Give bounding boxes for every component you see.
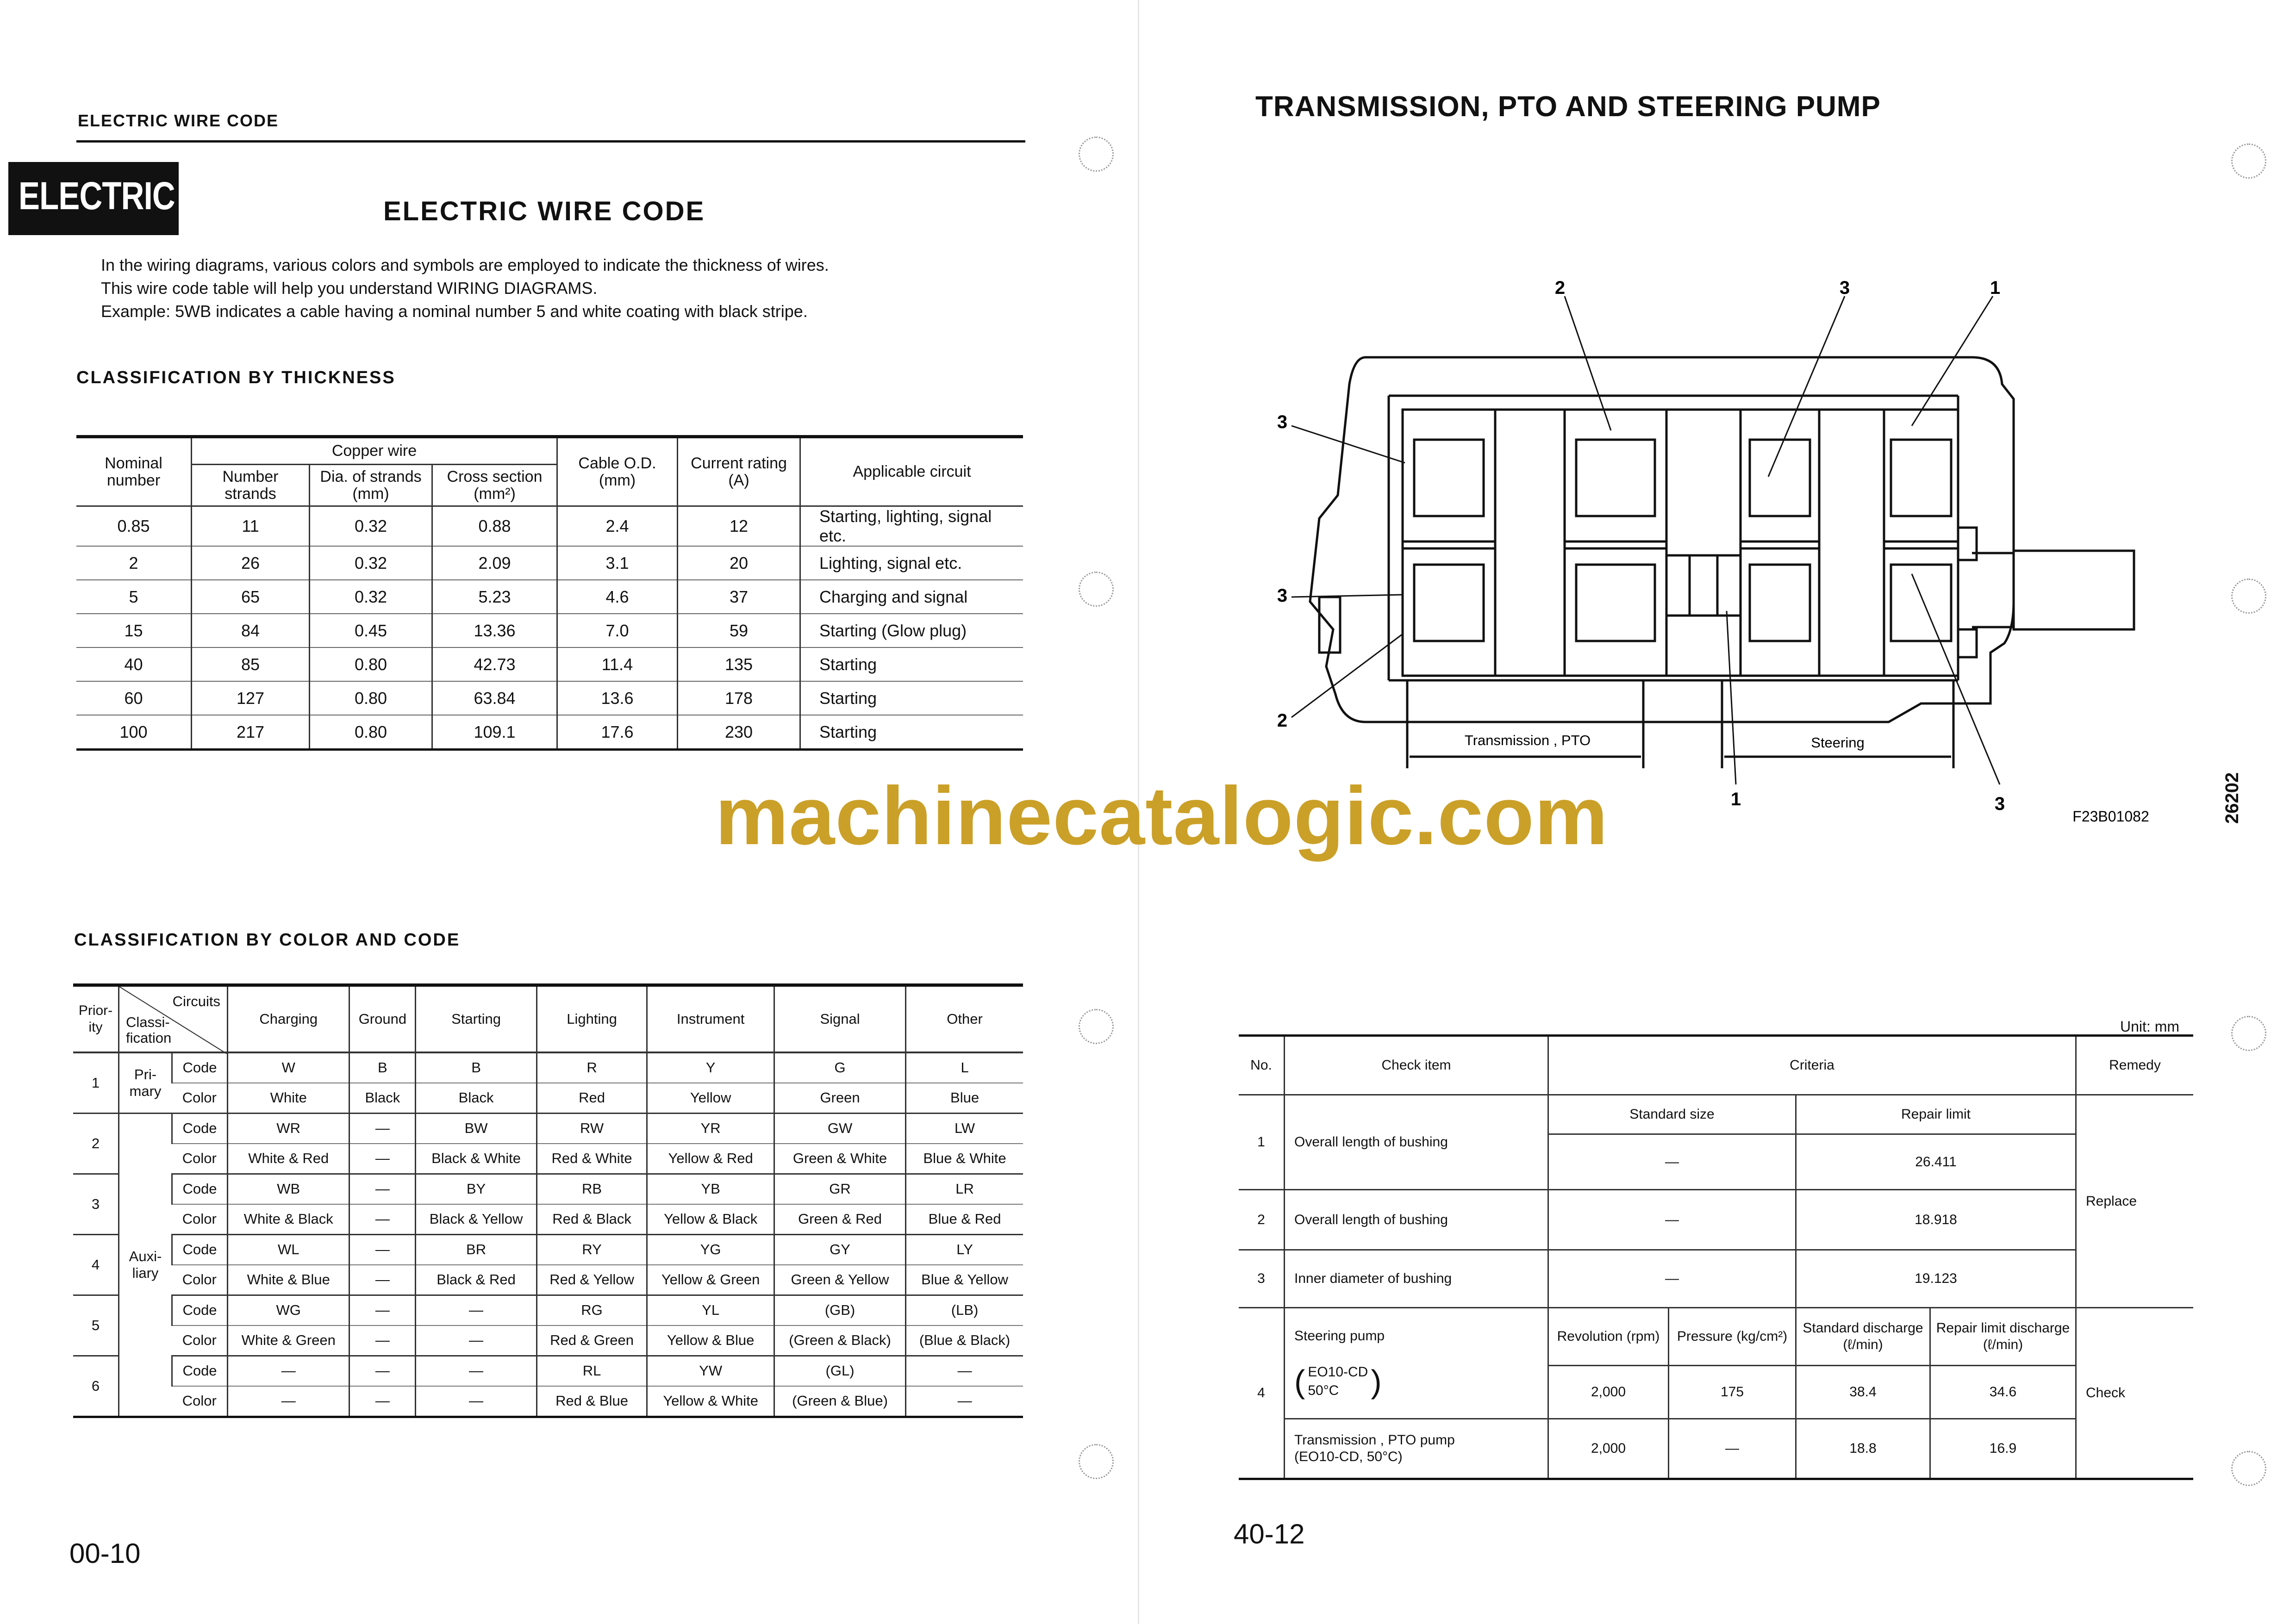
th-dia: Dia. of strands (mm) <box>310 465 432 506</box>
binding-hole <box>1079 1009 1114 1044</box>
color-value-cell: Yellow <box>647 1083 774 1114</box>
code-value-cell: L <box>906 1052 1023 1083</box>
value-cell: 42.73 <box>432 647 557 681</box>
intro-text <box>101 254 829 323</box>
callout-1-top: 1 <box>1990 278 2001 298</box>
code-label-cell: Code <box>172 1052 228 1083</box>
color-value-cell: Yellow & Red <box>647 1144 774 1174</box>
value-cell: 0.80 <box>310 647 432 681</box>
code-value-cell: — <box>228 1356 349 1386</box>
primary-class-cell: Pri- mary <box>119 1052 172 1114</box>
th-current: Current rating (A) <box>678 437 800 506</box>
dim-label-steering: Steering <box>1811 734 1865 751</box>
binding-hole <box>2231 1016 2266 1051</box>
section-tab-label: ELECTRIC <box>19 174 175 218</box>
color-value-cell: White & Green <box>228 1325 349 1356</box>
code-value-cell: YR <box>647 1113 774 1144</box>
color-value-cell: Green & Red <box>774 1204 905 1235</box>
code-value-cell: LR <box>906 1174 1023 1204</box>
color-table-row <box>73 1234 1023 1265</box>
code-value-cell: RG <box>537 1295 647 1325</box>
color-value-cell: Green & Yellow <box>774 1265 905 1295</box>
code-label-cell: Code <box>172 1234 228 1265</box>
color-table-row <box>73 1144 1023 1174</box>
circuit-cell: Lighting, signal etc. <box>800 546 1023 580</box>
code-value-cell: YL <box>647 1295 774 1325</box>
color-table-row <box>73 1356 1023 1386</box>
row-3-standard: — <box>1548 1250 1796 1308</box>
th-instrument: Instrument <box>647 985 774 1052</box>
code-value-cell: (GB) <box>774 1295 905 1325</box>
color-value-cell: — <box>906 1386 1023 1417</box>
color-value-cell: — <box>416 1325 537 1356</box>
code-value-cell: RY <box>537 1234 647 1265</box>
value-cell: 63.84 <box>432 681 557 715</box>
th-signal: Signal <box>774 985 905 1052</box>
callout-3-left-upper: 3 <box>1277 412 1288 432</box>
thickness-row <box>76 546 1023 580</box>
callout-1-bottom: 1 <box>1730 789 1741 809</box>
corner-classification-label: Classi- fication <box>126 1014 172 1046</box>
value-cell: 3.1 <box>557 546 678 580</box>
th-standard-discharge: Standard discharge (ℓ/min) <box>1796 1308 1930 1366</box>
value-cell: 84 <box>192 614 310 647</box>
code-value-cell: B <box>349 1052 416 1083</box>
nominal-cell: 0.85 <box>76 506 192 547</box>
value-cell: 0.32 <box>310 580 432 614</box>
priority-cell: 4 <box>73 1234 119 1295</box>
value-cell: 13.36 <box>432 614 557 647</box>
color-value-cell: — <box>349 1325 416 1356</box>
th-criteria: Criteria <box>1548 1036 2076 1095</box>
remedy-replace: Replace <box>2076 1095 2194 1308</box>
corner-circuits-label: Circuits <box>172 993 220 1009</box>
code-value-cell: G <box>774 1052 905 1083</box>
code-value-cell: Y <box>647 1052 774 1083</box>
th-remedy: Remedy <box>2076 1036 2194 1095</box>
color-label-cell: Color <box>172 1386 228 1417</box>
th-repair-limit: Repair limit <box>1796 1095 2076 1134</box>
color-value-cell: White & Red <box>228 1144 349 1174</box>
color-value-cell: Red & Black <box>537 1204 647 1235</box>
code-value-cell: BY <box>416 1174 537 1204</box>
value-cell: 7.0 <box>557 614 678 647</box>
nominal-cell: 15 <box>76 614 192 647</box>
th-charging: Charging <box>228 985 349 1052</box>
value-cell: 59 <box>678 614 800 647</box>
code-value-cell: YB <box>647 1174 774 1204</box>
code-value-cell: — <box>349 1295 416 1325</box>
th-copper: Copper wire <box>192 437 557 465</box>
color-label-cell: Color <box>172 1083 228 1114</box>
color-value-cell: Red & Yellow <box>537 1265 647 1295</box>
running-header: ELECTRIC WIRE CODE <box>78 111 279 130</box>
color-value-cell: — <box>349 1265 416 1295</box>
color-code-table <box>73 983 1023 1418</box>
th-standard-size: Standard size <box>1548 1095 1796 1134</box>
callout-2-left: 2 <box>1277 710 1288 731</box>
right-page-title: TRANSMISSION, PTO AND STEERING PUMP <box>1255 91 1881 123</box>
binding-hole <box>2231 1451 2266 1486</box>
code-label-cell: Code <box>172 1356 228 1386</box>
color-value-cell: — <box>416 1386 537 1417</box>
binding-hole <box>1079 1444 1114 1479</box>
th-repair-discharge: Repair limit discharge (ℓ/min) <box>1930 1308 2076 1366</box>
value-cell: 0.88 <box>432 506 557 547</box>
callout-3-left-lower: 3 <box>1277 585 1288 606</box>
th-cross: Cross section (mm²) <box>432 465 557 506</box>
pump-diagram <box>1250 278 2250 833</box>
trans-pump-cell <box>1285 1419 1548 1479</box>
row-2-standard: — <box>1548 1190 1796 1250</box>
color-value-cell: Yellow & White <box>647 1386 774 1417</box>
color-value-cell: — <box>349 1144 416 1174</box>
value-cell: 11 <box>192 506 310 547</box>
priority-cell: 3 <box>73 1174 119 1234</box>
priority-cell: 2 <box>73 1113 119 1174</box>
row-3-repair: 19.123 <box>1796 1250 2076 1308</box>
color-value-cell: Green & White <box>774 1144 905 1174</box>
code-value-cell: WR <box>228 1113 349 1144</box>
color-value-cell: White & Black <box>228 1204 349 1235</box>
code-value-cell: LY <box>906 1234 1023 1265</box>
spec-table <box>1239 1034 2193 1480</box>
callout-3-bottom: 3 <box>1994 794 2005 814</box>
thickness-table <box>76 435 1023 751</box>
right-page-number: 40-12 <box>1234 1518 1305 1549</box>
trans-standard-discharge: 18.8 <box>1796 1419 1930 1479</box>
color-value-cell: Black <box>416 1083 537 1114</box>
th-od: Cable O.D. (mm) <box>557 437 678 506</box>
code-value-cell: — <box>416 1356 537 1386</box>
code-value-cell: RB <box>537 1174 647 1204</box>
color-value-cell: — <box>228 1386 349 1417</box>
nominal-cell: 2 <box>76 546 192 580</box>
thickness-row <box>76 614 1023 647</box>
priority-cell: 5 <box>73 1295 119 1356</box>
code-value-cell: GY <box>774 1234 905 1265</box>
color-value-cell: (Blue & Black) <box>906 1325 1023 1356</box>
color-label-cell: Color <box>172 1325 228 1356</box>
thickness-row <box>76 647 1023 681</box>
auxiliary-class-cell: Auxi- liary <box>119 1113 172 1417</box>
watermark: machinecatalogic.com <box>715 770 1609 862</box>
steering-standard-discharge: 38.4 <box>1796 1366 1930 1419</box>
th-priority: Prior- ity <box>73 985 119 1052</box>
value-cell: 0.80 <box>310 715 432 750</box>
code-value-cell: BR <box>416 1234 537 1265</box>
binding-hole <box>2231 143 2266 179</box>
value-cell: 12 <box>678 506 800 547</box>
color-value-cell: Red & White <box>537 1144 647 1174</box>
th-other: Other <box>906 985 1023 1052</box>
value-cell: 37 <box>678 580 800 614</box>
color-value-cell: Black & White <box>416 1144 537 1174</box>
code-value-cell: — <box>349 1234 416 1265</box>
color-table-row <box>73 1174 1023 1204</box>
nominal-cell: 5 <box>76 580 192 614</box>
th-ground: Ground <box>349 985 416 1052</box>
th-revolution: Revolution (rpm) <box>1548 1308 1669 1366</box>
value-cell: 65 <box>192 580 310 614</box>
color-value-cell: Blue <box>906 1083 1023 1114</box>
code-value-cell: GR <box>774 1174 905 1204</box>
th-starting: Starting <box>416 985 537 1052</box>
intro-line-2: This wire code table will help you understand WIRING DIAGRAMS. <box>101 279 598 298</box>
row-2-item: Overall length of bushing <box>1285 1190 1548 1250</box>
code-value-cell: — <box>416 1295 537 1325</box>
binding-hole <box>1079 137 1114 172</box>
row-4-no: 4 <box>1239 1308 1285 1479</box>
steering-pump-label: Steering pump <box>1294 1328 1385 1344</box>
row-1-standard: — <box>1548 1134 1796 1190</box>
code-value-cell: WL <box>228 1234 349 1265</box>
color-value-cell: Red & Green <box>537 1325 647 1356</box>
priority-cell: 6 <box>73 1356 119 1417</box>
color-value-cell: (Green & Black) <box>774 1325 905 1356</box>
row-2-repair: 18.918 <box>1796 1190 2076 1250</box>
callout-3-top: 3 <box>1839 278 1850 298</box>
color-value-cell: Yellow & Black <box>647 1204 774 1235</box>
page-title: ELECTRIC WIRE CODE <box>383 196 705 226</box>
th-strands: Number strands <box>192 465 310 506</box>
color-table-row <box>73 1386 1023 1417</box>
circuit-cell: Starting (Glow plug) <box>800 614 1023 647</box>
th-pressure: Pressure (kg/cm²) <box>1669 1308 1796 1366</box>
intro-line-1: In the wiring diagrams, various colors and symbols are employed to indicate the thickness of wires. <box>101 255 829 274</box>
code-value-cell: R <box>537 1052 647 1083</box>
th-lighting: Lighting <box>537 985 647 1052</box>
value-cell: 5.23 <box>432 580 557 614</box>
nominal-cell: 60 <box>76 681 192 715</box>
value-cell: 0.32 <box>310 506 432 547</box>
trans-pump-label: Transmission , PTO pump <box>1294 1432 1455 1448</box>
trans-pressure: — <box>1669 1419 1796 1479</box>
row-3-item: Inner diameter of bushing <box>1285 1250 1548 1308</box>
value-cell: 11.4 <box>557 647 678 681</box>
nominal-cell: 100 <box>76 715 192 750</box>
steering-pump-temp: 50°C <box>1308 1382 1339 1398</box>
color-table-row <box>73 1113 1023 1144</box>
color-table-row <box>73 1083 1023 1114</box>
code-value-cell: — <box>349 1113 416 1144</box>
thickness-row <box>76 506 1023 547</box>
priority-cell: 1 <box>73 1052 119 1114</box>
code-value-cell: GW <box>774 1113 905 1144</box>
color-value-cell: — <box>349 1204 416 1235</box>
value-cell: 26 <box>192 546 310 580</box>
trans-pump-condition: (EO10-CD, 50°C) <box>1294 1449 1403 1464</box>
intro-line-3: Example: 5WB indicates a cable having a nominal number 5 and white coating with black stripe. <box>101 302 808 321</box>
row-3-no: 3 <box>1239 1250 1285 1308</box>
row-1-no: 1 <box>1239 1095 1285 1190</box>
thickness-heading: CLASSIFICATION BY THICKNESS <box>76 368 396 387</box>
color-value-cell: White & Blue <box>228 1265 349 1295</box>
color-table-row <box>73 1052 1023 1083</box>
value-cell: 230 <box>678 715 800 750</box>
value-cell: 13.6 <box>557 681 678 715</box>
code-value-cell: W <box>228 1052 349 1083</box>
thickness-row <box>76 715 1023 750</box>
figure-id: F23B01082 <box>2072 808 2149 825</box>
unit-label: Unit: mm <box>2120 1018 2179 1035</box>
th-corner <box>119 985 228 1052</box>
code-label-cell: Code <box>172 1113 228 1144</box>
color-value-cell: Black & Red <box>416 1265 537 1295</box>
color-value-cell: White <box>228 1083 349 1114</box>
circuit-cell: Starting <box>800 715 1023 750</box>
th-nominal: Nominal number <box>76 437 192 506</box>
value-cell: 17.6 <box>557 715 678 750</box>
value-cell: 2.4 <box>557 506 678 547</box>
value-cell: 0.45 <box>310 614 432 647</box>
remedy-check: Check <box>2076 1308 2194 1479</box>
value-cell: 217 <box>192 715 310 750</box>
code-value-cell: YW <box>647 1356 774 1386</box>
color-value-cell: Blue & Red <box>906 1204 1023 1235</box>
code-value-cell: — <box>349 1174 416 1204</box>
value-cell: 178 <box>678 681 800 715</box>
circuit-cell: Starting <box>800 647 1023 681</box>
value-cell: 85 <box>192 647 310 681</box>
color-table-row <box>73 1295 1023 1325</box>
left-page-number: 00-10 <box>69 1538 141 1569</box>
code-label-cell: Code <box>172 1174 228 1204</box>
th-no: No. <box>1239 1036 1285 1095</box>
code-value-cell: (LB) <box>906 1295 1023 1325</box>
thickness-row <box>76 580 1023 614</box>
color-value-cell: Blue & Yellow <box>906 1265 1023 1295</box>
color-value-cell: Red <box>537 1083 647 1114</box>
side-code: 26202 <box>2222 772 2242 824</box>
code-value-cell: RL <box>537 1356 647 1386</box>
color-label-cell: Color <box>172 1144 228 1174</box>
value-cell: 135 <box>678 647 800 681</box>
row-2-no: 2 <box>1239 1190 1285 1250</box>
color-value-cell: Yellow & Blue <box>647 1325 774 1356</box>
bracket-close: ) <box>1371 1363 1382 1400</box>
color-table-row <box>73 1325 1023 1356</box>
circuit-cell: Starting, lighting, signal etc. <box>800 506 1023 547</box>
steering-pump-condition <box>1294 1363 1545 1400</box>
color-value-cell: Green <box>774 1083 905 1114</box>
callout-2-top: 2 <box>1554 278 1566 298</box>
dim-label-transmission: Transmission , PTO <box>1464 732 1591 748</box>
binding-hole <box>1079 572 1114 607</box>
code-value-cell: YG <box>647 1234 774 1265</box>
color-label-cell: Color <box>172 1265 228 1295</box>
value-cell: 4.6 <box>557 580 678 614</box>
nominal-cell: 40 <box>76 647 192 681</box>
row-1-item: Overall length of bushing <box>1285 1095 1548 1190</box>
value-cell: 0.32 <box>310 546 432 580</box>
th-circuit: Applicable circuit <box>800 437 1023 506</box>
steering-pump-oil: EO10-CD <box>1308 1364 1368 1380</box>
header-rule <box>76 140 1025 143</box>
color-value-cell: (Green & Blue) <box>774 1386 905 1417</box>
th-check-item: Check item <box>1285 1036 1548 1095</box>
trans-repair-discharge: 16.9 <box>1930 1419 2076 1479</box>
circuit-cell: Starting <box>800 681 1023 715</box>
color-value-cell: Yellow & Green <box>647 1265 774 1295</box>
steering-pump-cell <box>1285 1308 1548 1419</box>
color-table-row <box>73 1265 1023 1295</box>
code-value-cell: — <box>349 1356 416 1386</box>
color-table-row <box>73 1204 1023 1235</box>
code-value-cell: B <box>416 1052 537 1083</box>
value-cell: 109.1 <box>432 715 557 750</box>
value-cell: 0.80 <box>310 681 432 715</box>
steering-revolution: 2,000 <box>1548 1366 1669 1419</box>
code-value-cell: WB <box>228 1174 349 1204</box>
code-value-cell: — <box>906 1356 1023 1386</box>
bracket-open: ( <box>1294 1363 1305 1400</box>
value-cell: 127 <box>192 681 310 715</box>
code-value-cell: LW <box>906 1113 1023 1144</box>
code-value-cell: (GL) <box>774 1356 905 1386</box>
code-label-cell: Code <box>172 1295 228 1325</box>
color-value-cell: Blue & White <box>906 1144 1023 1174</box>
value-cell: 20 <box>678 546 800 580</box>
row-1-repair: 26.411 <box>1796 1134 2076 1190</box>
color-label-cell: Color <box>172 1204 228 1235</box>
code-value-cell: WG <box>228 1295 349 1325</box>
thickness-row <box>76 681 1023 715</box>
code-value-cell: RW <box>537 1113 647 1144</box>
steering-pressure: 175 <box>1669 1366 1796 1419</box>
color-value-cell: — <box>349 1386 416 1417</box>
code-value-cell: BW <box>416 1113 537 1144</box>
trans-revolution: 2,000 <box>1548 1419 1669 1479</box>
value-cell: 2.09 <box>432 546 557 580</box>
color-heading: CLASSIFICATION BY COLOR AND CODE <box>74 930 461 950</box>
circuit-cell: Charging and signal <box>800 580 1023 614</box>
color-value-cell: Red & Blue <box>537 1386 647 1417</box>
color-value-cell: Black <box>349 1083 416 1114</box>
steering-repair-discharge: 34.6 <box>1930 1366 2076 1419</box>
color-value-cell: Black & Yellow <box>416 1204 537 1235</box>
